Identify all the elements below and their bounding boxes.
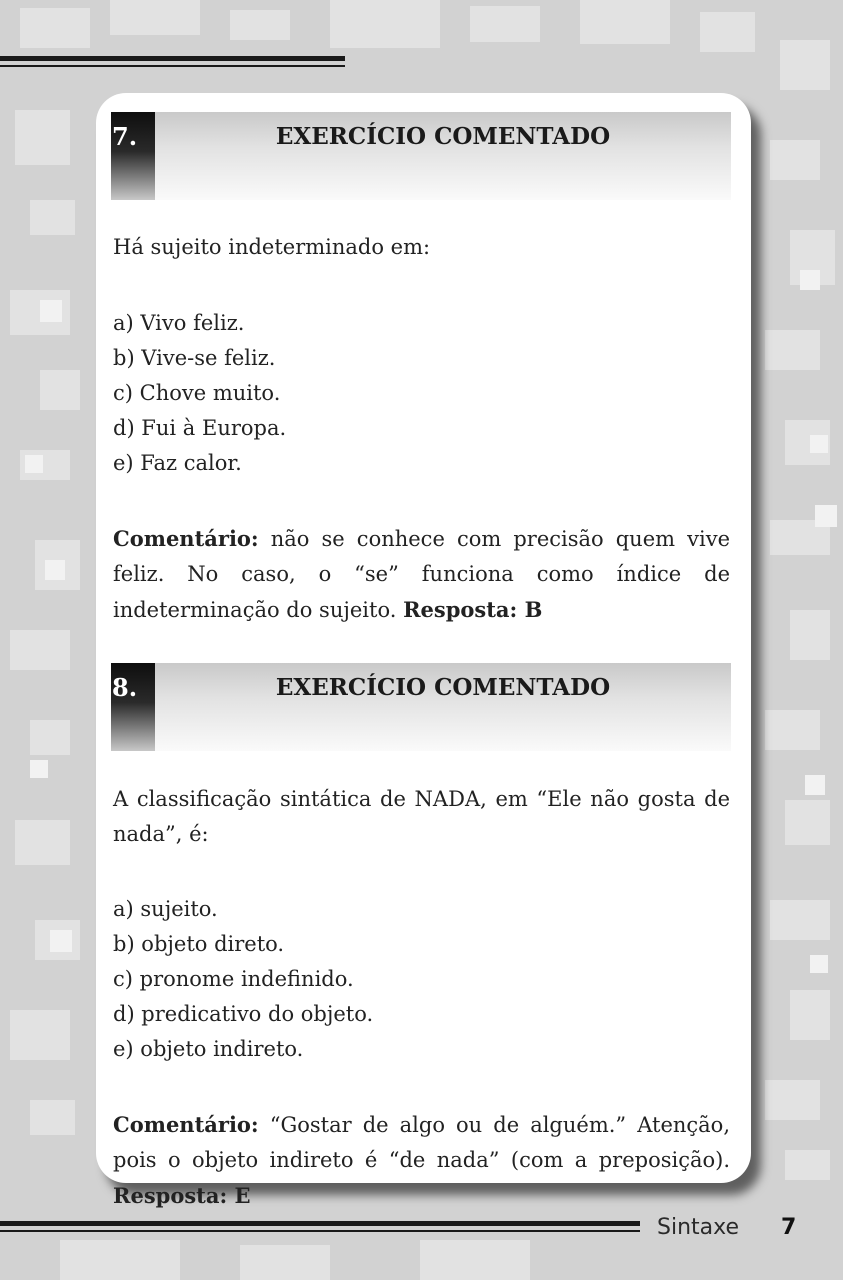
exercise-8-option-a: a) sujeito.	[113, 897, 218, 921]
exercise-8-option-d: d) predicativo do objeto.	[113, 1002, 374, 1026]
exercise-number: 8.	[111, 663, 155, 751]
comment-text: não se conhece com precisão quem vive feliz. No caso, o “se” funciona como índice de indeterminação do sujeito.	[113, 527, 730, 622]
comment-label: Comentário:	[113, 1112, 259, 1137]
exercise-7-option-a: a) Vivo feliz.	[113, 311, 245, 335]
exercise-7-comment	[113, 521, 730, 628]
exercise-8-option-e: e) objeto indireto.	[113, 1037, 304, 1061]
answer-label: Resposta: B	[403, 597, 543, 622]
footer-section-title: Sintaxe	[657, 1215, 740, 1240]
top-rule-thin	[0, 65, 345, 67]
exercise-8-question: A classificação sintática de NADA, em “Ele não gosta de nada”, é:	[113, 787, 730, 846]
exercise-8-comment	[113, 1107, 730, 1214]
exercise-7-option-c: c) Chove muito.	[113, 381, 281, 405]
top-rule	[0, 56, 345, 61]
exercise-7-header	[111, 112, 731, 200]
footer-rule-thin	[0, 1230, 640, 1232]
exercise-7-option-e: e) Faz calor.	[113, 451, 242, 475]
exercise-7-question: Há sujeito indeterminado em:	[113, 235, 431, 259]
comment-text: “Gostar de algo ou de alguém.” Atenção, pois o objeto indireto é “de nada” (com a preposição).	[113, 1113, 730, 1172]
exercise-8-option-c: c) pronome indefinido.	[113, 967, 354, 991]
exercise-8-header	[111, 663, 731, 751]
exercise-heading: EXERCÍCIO COMENTADO	[275, 674, 611, 701]
exercise-heading: EXERCÍCIO COMENTADO	[275, 123, 611, 150]
page-number: 7	[781, 1215, 797, 1240]
footer-rule	[0, 1221, 640, 1226]
comment-label: Comentário:	[113, 526, 259, 551]
exercise-7-option-b: b) Vive-se feliz.	[113, 346, 276, 370]
exercise-8-option-b: b) objeto direto.	[113, 932, 285, 956]
answer-label: Resposta: E	[113, 1183, 251, 1208]
exercise-7-option-d: d) Fui à Europa.	[113, 416, 287, 440]
exercise-number: 7.	[111, 112, 155, 200]
